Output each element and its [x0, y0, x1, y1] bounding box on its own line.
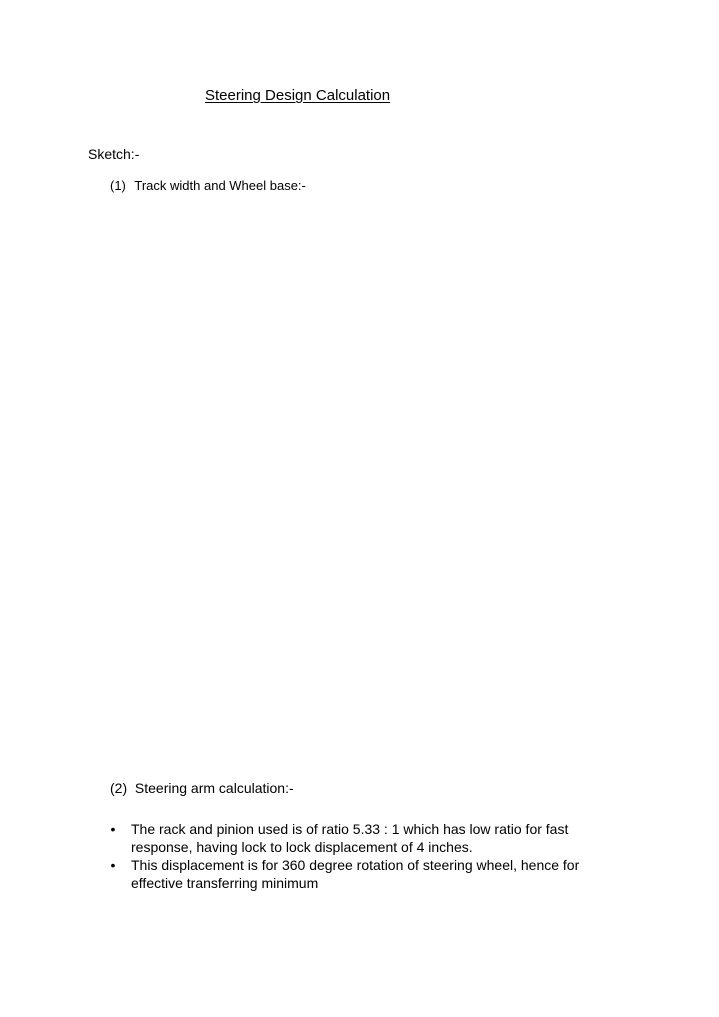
bullet-icon: • [110, 821, 116, 837]
bullet-list [106, 820, 606, 892]
subsection-label: Track width and Wheel base:- [134, 178, 306, 193]
subsection-number: (1) [110, 178, 126, 193]
bullet-text: The rack and pinion used is of ratio 5.33 : 1 which has low ratio for fast response, having lock to lock displacement of 4 inches. [131, 821, 569, 855]
list-item [106, 820, 606, 856]
page-title: Steering Design Calculation [205, 87, 391, 104]
subsection-number: (2) [110, 780, 128, 796]
list-item [106, 856, 606, 892]
subsection-steering-arm [110, 780, 294, 796]
subsection-label: Steering arm calculation:- [134, 780, 294, 796]
bullet-text: This displacement is for 360 degree rotation of steering wheel, hence for effective transferring minimum [131, 857, 580, 891]
subsection-track-width [110, 178, 306, 193]
bullet-icon: • [110, 857, 116, 873]
sketch-label: Sketch:- [88, 146, 140, 162]
